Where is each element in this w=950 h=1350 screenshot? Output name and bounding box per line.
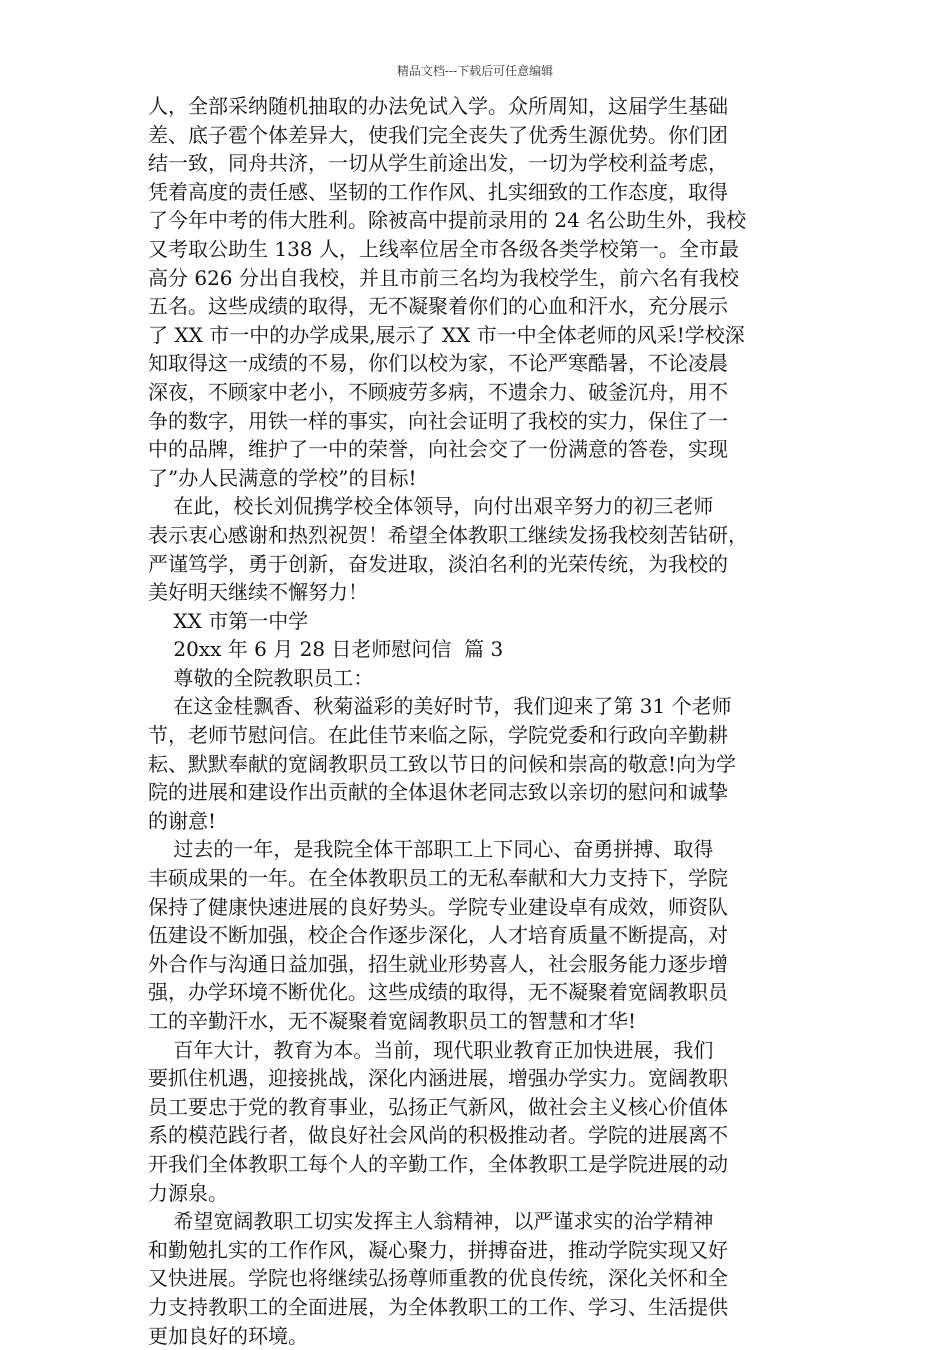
page-header: 精品文档---下载后可任意编辑: [396, 64, 554, 78]
text-line: 了”办人民满意的学校”的目标!: [148, 465, 417, 490]
text-line: 了 XX 市一中的办学成果,展示了 XX 市一中全体老师的风采!学校深: [148, 322, 745, 347]
text-line: 更加良好的环境。: [148, 1323, 308, 1348]
text-line: 节，老师节慰问信。在此佳节来临之际，学院党委和行政向辛勤耕: [148, 723, 728, 748]
text-line: 五名。这些成绩的取得，无不凝聚着你们的心血和汗水，充分展示: [148, 294, 728, 319]
text-line: 又考取公助生 138 人，上线率位居全市各级各类学校第一。全市最: [148, 236, 739, 261]
text-line: 美好明天继续不懈努力！: [148, 580, 368, 605]
text-line: 了今年中考的伟大胜利。除被高中提前录用的 24 名公助生外，我校: [148, 208, 747, 233]
text-line: 20xx 年 6 月 28 日老师慰问信 篇 3: [148, 637, 504, 662]
text-line: 高分 626 分出自我校，并且市前三名均为我校学生，前六名有我校: [148, 265, 739, 290]
text-line: 保持了健康快速进展的良好势头。学院专业建设卓有成效，师资队: [148, 894, 728, 919]
text-line: 在此，校长刘侃携学校全体领导，向付出艰辛努力的初三老师: [148, 494, 714, 519]
text-line: 差、底子雹个体差异大，使我们完全丧失了优秀生源优势。你们团: [148, 122, 728, 147]
text-line: 工的辛勤汗水，无不凝聚着宽阔教职员工的智慧和才华!: [148, 1009, 637, 1033]
text-line: 开我们全体教职工每个人的辛勤工作，全体教职工是学院进展的动: [148, 1151, 728, 1176]
text-line: 尊敬的全院教职员工：: [148, 665, 374, 690]
text-line: 员工要忠于党的教育事业，弘扬正气新风，做社会主义核心价值体: [148, 1094, 728, 1119]
text-line: 要抓住机遇，迎接挑战，深化内涵进展，增强办学实力。宽阔教职: [148, 1066, 728, 1091]
text-line: 深夜，不顾家中老小，不顾疲劳多病，不遗余力、破釜沉舟，用不: [148, 379, 728, 404]
text-line: 严谨笃学，勇于创新，奋发进取，淡泊名利的光荣传统，为我校的: [148, 551, 728, 576]
text-line: 院的进展和建设作出贡献的全体退休老同志致以亲切的慰问和诚挚: [148, 780, 728, 805]
text-line: 伍建设不断加强，校企合作逐步深化，人才培育质量不断提高，对: [148, 923, 728, 948]
text-line: 的谢意!: [148, 808, 217, 833]
text-line: 外合作与沟通日益加强，招生就业形势喜人，社会服务能力逐步增: [148, 951, 728, 976]
text-line: 百年大计，教育为本。当前，现代职业教育正加快进展，我们: [148, 1037, 714, 1062]
text-line: 希望宽阔教职工切实发挥主人翁精神，以严谨求实的治学精神: [148, 1209, 714, 1234]
text-line: 系的模范践行者，做良好社会风尚的积极推动者。学院的进展离不: [148, 1123, 728, 1148]
text-line: 凭着高度的责任感、坚韧的工作作风、扎实细致的工作态度，取得: [148, 179, 728, 204]
text-line: 过去的一年，是我院全体干部职工上下同心、奋勇拼搏、取得: [148, 837, 714, 862]
text-line: 耘、默默奉献的宽阔教职员工致以节日的问候和崇高的敬意!向为学: [148, 751, 737, 776]
text-line: 强，办学环境不断优化。这些成绩的取得，无不凝聚着宽阔教职员: [148, 980, 728, 1005]
text-line: 中的品牌，维护了一中的荣誉，向社会交了一份满意的答卷，实现: [148, 437, 728, 462]
text-line: 在这金桂飘香、秋菊溢彩的美好时节，我们迎来了第 31 个老师: [148, 694, 732, 719]
text-line: 人，全部采纳随机抽取的办法免试入学。众所周知，这届学生基础: [148, 94, 728, 118]
text-line: 力支持教职工的全面进展，为全体教职工的工作、学习、生活提供: [148, 1294, 728, 1319]
text-line: 表示衷心感谢和热烈祝贺！希望全体教职工继续发扬我校刻苦钻研，: [148, 522, 748, 547]
text-line: 和勤勉扎实的工作作风，凝心聚力，拼搏奋进，推动学院实现又好: [148, 1237, 728, 1262]
text-line: 力源泉。: [148, 1180, 228, 1205]
document-body: [148, 92, 818, 1350]
text-line: 结一致，同舟共济，一切从学生前途出发，一切为学校利益考虑，: [148, 151, 728, 176]
text-line: 又快进展。学院也将继续弘扬尊师重教的优良传统，深化关怀和全: [148, 1266, 728, 1291]
text-line: XX 市第一中学: [148, 608, 309, 633]
text-line: 争的数字，用铁一样的事实，向社会证明了我校的实力，保住了一: [148, 408, 728, 433]
text-line: 丰硕成果的一年。在全体教职员工的无私奉献和大力支持下，学院: [148, 866, 728, 891]
text-line: 知取得这一成绩的不易，你们以校为家，不论严寒酷暑，不论凌晨: [148, 351, 728, 376]
